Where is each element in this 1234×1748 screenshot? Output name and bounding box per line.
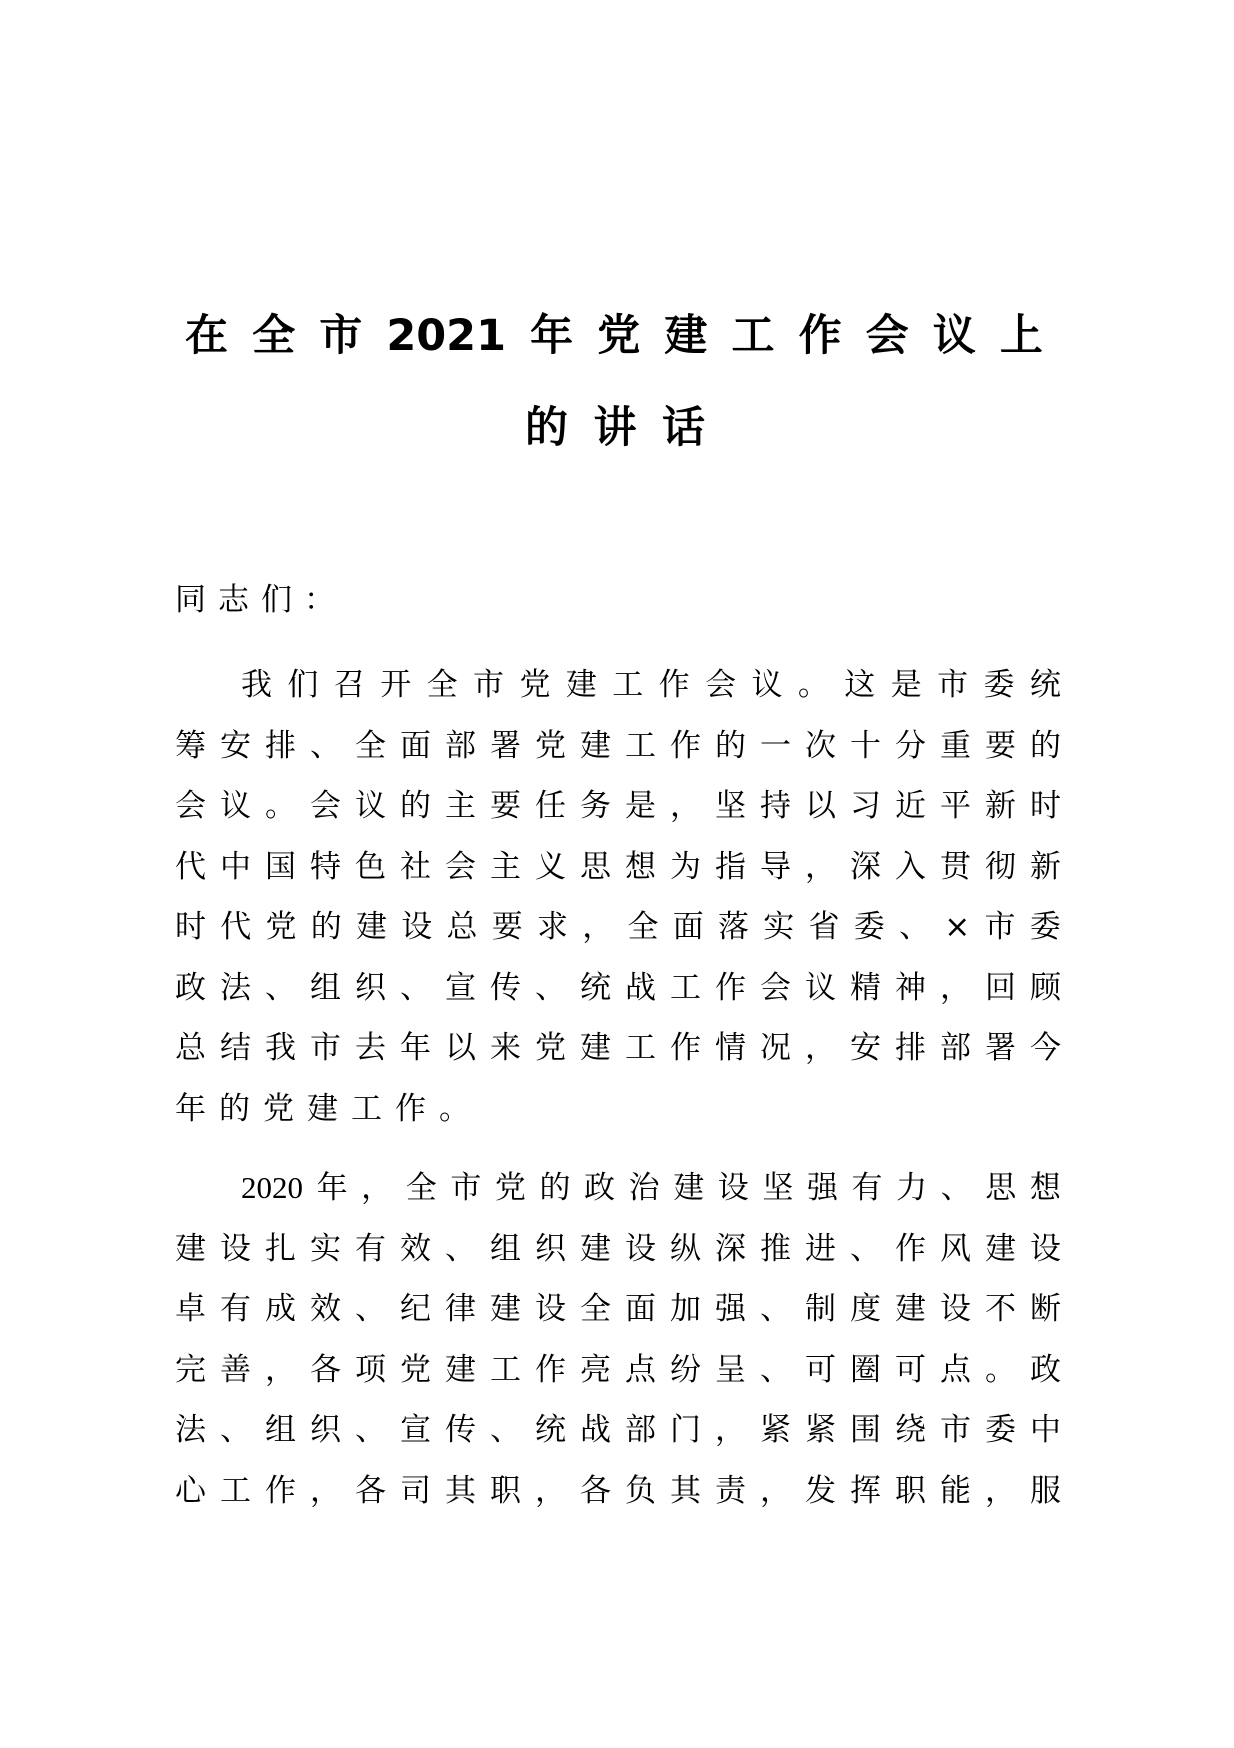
text-char: 委	[983, 667, 1015, 703]
text-char: 在	[185, 311, 228, 361]
text-char: ，	[805, 848, 836, 885]
text-char: 会	[310, 788, 341, 824]
text-char: 卓	[175, 1291, 206, 1327]
text-char: 各	[580, 1472, 611, 1509]
text-char: 是	[890, 667, 922, 703]
text-char: 主	[445, 788, 476, 824]
text-char: 其	[445, 1472, 476, 1509]
text-char: 的	[715, 727, 746, 764]
text-char: 时	[175, 909, 206, 945]
text-char: 统	[1029, 667, 1061, 703]
text-char: ，	[361, 1170, 393, 1206]
text-char: ，	[805, 1030, 836, 1066]
text-char: 工	[670, 969, 701, 1006]
text-char: 要	[490, 788, 521, 824]
paragraph-line	[175, 905, 1061, 966]
text-char: 可	[805, 1351, 836, 1388]
text-char: 统	[580, 969, 611, 1006]
text-char: 排	[265, 727, 296, 764]
paragraph-line	[175, 784, 1061, 845]
text-char: 总	[175, 1030, 206, 1066]
text-char: 有	[851, 1170, 883, 1206]
text-char: 点	[940, 1351, 971, 1388]
paragraph-2	[175, 1166, 1061, 1529]
text-char: ，	[670, 788, 701, 824]
paragraph-line	[175, 1227, 1061, 1288]
text-char: 市	[310, 1030, 341, 1066]
text-char: 责	[715, 1472, 746, 1509]
text-char: 的	[1030, 727, 1061, 764]
text-char: 工	[490, 1351, 521, 1388]
text-char: 召	[333, 667, 365, 703]
text-char: 深	[715, 1230, 746, 1267]
text-char: 安	[850, 1030, 881, 1066]
text-char: 市	[473, 667, 505, 703]
text-char: 加	[670, 1291, 701, 1327]
text-char: 织	[535, 1230, 566, 1267]
text-char: 建	[580, 1230, 611, 1267]
text-char: 政	[1030, 1351, 1061, 1388]
text-char: 任	[535, 788, 566, 824]
text-char: 设	[1030, 1230, 1061, 1267]
text-char: 、	[220, 1412, 251, 1448]
text-char: 代	[220, 909, 252, 945]
text-char: 议	[805, 969, 836, 1006]
text-char: 、	[535, 969, 566, 1006]
paragraph-line	[175, 1348, 1061, 1409]
text-char: 建	[490, 1291, 521, 1327]
text-char: 。	[265, 788, 296, 824]
text-char: 作	[535, 1351, 566, 1388]
text-char: 特	[310, 848, 341, 885]
text-char: 挥	[850, 1472, 881, 1509]
text-char: 政	[584, 1170, 616, 1206]
text-char: 点	[625, 1351, 656, 1388]
text-char: 总	[446, 909, 478, 945]
text-char: 党	[535, 727, 566, 764]
text-char: 委	[853, 909, 885, 945]
text-char: 建	[175, 1230, 206, 1267]
text-char: 设	[535, 1291, 566, 1327]
salutation: 同志们：	[175, 582, 347, 618]
text-char: 议	[220, 788, 251, 824]
text-char: 统	[535, 1412, 566, 1448]
text-char: 建	[307, 1090, 338, 1127]
text-char: 宣	[445, 969, 476, 1006]
text-char: 中	[1030, 1412, 1061, 1448]
text-char: ，	[985, 1472, 1016, 1509]
text-char: 建	[580, 727, 611, 764]
text-char: 市	[450, 1170, 482, 1206]
text-char: 指	[715, 848, 746, 885]
text-char: 重	[940, 727, 971, 764]
text-char: 建	[985, 1230, 1016, 1267]
text-char: 建	[673, 1170, 705, 1206]
text-char: 、	[400, 969, 431, 1006]
text-char: 委	[1029, 909, 1061, 945]
text-char: 作	[715, 969, 746, 1006]
text-char: 去	[355, 1030, 386, 1066]
text-char: 党	[519, 667, 551, 703]
text-char: 、	[940, 1170, 972, 1206]
text-char: 、	[850, 1230, 881, 1267]
text-char: 的	[400, 788, 431, 824]
text-char: 次	[805, 727, 836, 764]
text-char: 国	[265, 848, 296, 885]
text-char: ，	[265, 1351, 296, 1388]
text-char: 议	[355, 788, 386, 824]
text-char: 想	[1029, 1170, 1061, 1206]
text-char: 完	[175, 1351, 206, 1388]
text-char: 负	[625, 1472, 656, 1509]
text-char: 实	[763, 909, 795, 945]
text-char: 、	[445, 1230, 476, 1267]
text-char: 建	[664, 311, 708, 361]
text-char: 能	[940, 1472, 971, 1509]
text-char: 强	[806, 1170, 838, 1206]
text-char: 市	[319, 311, 363, 361]
text-char: 思	[580, 848, 611, 885]
text-char: 的	[219, 1090, 250, 1127]
text-char: 、	[899, 909, 930, 945]
text-char: 会	[865, 311, 909, 361]
text-char: 发	[805, 1472, 836, 1509]
text-char: 实	[310, 1230, 341, 1267]
text-char: 年	[400, 1030, 431, 1066]
text-char: 设	[625, 1230, 656, 1267]
text-char: 们	[287, 667, 319, 703]
text-char: 建	[580, 1030, 611, 1066]
text-char: 、	[355, 1412, 386, 1448]
text-char: 职	[895, 1472, 926, 1509]
text-char: 治	[628, 1170, 660, 1206]
text-char: 部	[445, 727, 476, 764]
text-char: 党	[597, 311, 641, 361]
text-char: 全	[426, 667, 458, 703]
text-char: 议	[932, 311, 976, 361]
text-char: 全	[252, 311, 296, 361]
text-char: 断	[1030, 1291, 1061, 1327]
text-char: 服	[1030, 1472, 1061, 1509]
text-char: 政	[175, 969, 206, 1006]
text-char: 彻	[985, 848, 1016, 885]
text-char: 的	[525, 403, 568, 453]
text-char: 、	[265, 969, 296, 1006]
text-char: 近	[895, 788, 926, 824]
text-char: ×	[944, 909, 971, 945]
text-char: 这	[844, 667, 876, 703]
text-char: 精	[850, 969, 881, 1006]
text-char: 贯	[940, 848, 971, 885]
text-char: 呈	[715, 1351, 746, 1388]
text-char: 作	[395, 1090, 426, 1127]
text-char: 建	[565, 667, 597, 703]
text-char: 代	[175, 848, 206, 885]
text-char: 要	[985, 727, 1016, 764]
text-char: 、	[760, 1291, 791, 1327]
text-char: 顾	[1030, 969, 1061, 1006]
text-char: 门	[670, 1412, 701, 1448]
text-char: 的	[310, 909, 342, 945]
text-char: 扎	[265, 1230, 296, 1267]
text-char: 作	[798, 311, 842, 361]
text-char: 入	[895, 848, 926, 885]
text-char: 部	[940, 1030, 971, 1066]
text-char: 传	[445, 1412, 476, 1448]
text-char: 神	[895, 969, 926, 1006]
text-char: 年	[316, 1170, 348, 1206]
text-char: 主	[490, 848, 521, 885]
text-char: 可	[895, 1351, 926, 1388]
text-char: 作	[265, 1472, 296, 1509]
text-char: 中	[220, 848, 251, 885]
text-char: 圈	[850, 1351, 881, 1388]
text-char: 要	[491, 909, 523, 945]
text-char: 持	[760, 788, 791, 824]
text-char: 新	[985, 788, 1016, 824]
document-title-line-2	[525, 398, 705, 458]
text-char: 思	[985, 1170, 1017, 1206]
text-char: 求	[537, 909, 568, 945]
text-char: 义	[535, 848, 566, 885]
text-char: 成	[265, 1291, 296, 1327]
text-char: 会	[445, 848, 476, 885]
paragraph-line	[175, 1087, 1061, 1148]
text-char: 织	[355, 969, 386, 1006]
text-char: 党	[263, 1090, 294, 1127]
text-char: 面	[672, 909, 704, 945]
text-char: 组	[265, 1412, 296, 1448]
paragraph-line	[175, 966, 1061, 1027]
paragraph-1	[175, 663, 1061, 1147]
text-char: 署	[985, 1030, 1016, 1066]
text-char: 年	[175, 1090, 206, 1127]
text-char: 各	[310, 1351, 341, 1388]
text-char: 纵	[670, 1230, 701, 1267]
text-char: 设	[940, 1291, 971, 1327]
text-char: ，	[535, 1472, 566, 1509]
text-char: 工	[612, 667, 644, 703]
text-char: 律	[445, 1291, 476, 1327]
text-char: ，	[582, 909, 614, 945]
paragraph-line	[175, 1166, 1061, 1227]
text-char: ，	[715, 1412, 746, 1448]
text-char: 排	[895, 1030, 926, 1066]
text-char: 工	[220, 1472, 251, 1509]
text-char: 我	[241, 667, 272, 703]
text-char: 况	[760, 1030, 791, 1066]
text-char: 议	[751, 667, 783, 703]
text-char: 上	[999, 311, 1043, 361]
document-title-line-1	[185, 306, 1043, 366]
text-char: 十	[850, 727, 881, 764]
text-char: 、	[310, 727, 341, 764]
text-char: 建	[356, 909, 387, 945]
text-char: 战	[580, 1412, 611, 1448]
text-char: 司	[400, 1472, 431, 1509]
text-char: 市	[937, 667, 969, 703]
text-char: 推	[760, 1230, 791, 1267]
text-char: 导	[760, 848, 791, 885]
text-char: 善	[220, 1351, 251, 1388]
text-char: 是	[625, 788, 656, 824]
text-char: 落	[718, 909, 749, 945]
text-char: 组	[490, 1230, 521, 1267]
text-char: 市	[940, 1412, 971, 1448]
text-char: 、	[490, 1412, 521, 1448]
text-char: 度	[850, 1291, 881, 1327]
text-char: 效	[400, 1230, 431, 1267]
text-char: 工	[625, 727, 656, 764]
paragraph-line	[175, 663, 1061, 724]
text-char: 情	[715, 1030, 746, 1066]
text-char: 会	[705, 667, 737, 703]
text-char: 建	[445, 1351, 476, 1388]
text-char: 以	[445, 1030, 476, 1066]
text-char: 会	[175, 788, 206, 824]
text-char: 效	[310, 1291, 341, 1327]
text-char: 工	[731, 311, 775, 361]
text-char: 会	[760, 969, 791, 1006]
text-char: 的	[539, 1170, 571, 1206]
paragraph-line	[175, 1287, 1061, 1348]
text-char: 省	[808, 909, 840, 945]
text-char: 有	[355, 1230, 386, 1267]
text-char: 强	[715, 1291, 746, 1327]
text-char: 宣	[400, 1412, 431, 1448]
text-char: 2021	[386, 311, 507, 361]
text-char: 深	[850, 848, 881, 885]
text-char: 习	[850, 788, 881, 824]
text-char: 市	[984, 909, 1016, 945]
text-char: ，	[940, 969, 971, 1006]
text-char: 一	[760, 727, 791, 764]
text-char: 来	[490, 1030, 521, 1066]
text-char: 为	[670, 848, 701, 885]
text-char: 、	[355, 1291, 386, 1327]
text-char: 法	[175, 1412, 206, 1448]
text-char: 安	[220, 727, 251, 764]
text-char: 制	[805, 1291, 836, 1327]
text-char: 织	[310, 1412, 341, 1448]
text-char: 色	[355, 848, 386, 885]
text-char: 想	[625, 848, 656, 885]
text-char: 风	[940, 1230, 971, 1267]
text-char: 部	[625, 1412, 656, 1448]
text-char: 新	[1030, 848, 1061, 885]
text-char: 年	[530, 311, 574, 361]
text-char: 党	[400, 1351, 431, 1388]
text-char: 紧	[760, 1412, 791, 1448]
text-char: 。	[797, 667, 829, 703]
paragraph-line	[175, 1026, 1061, 1087]
text-char: 务	[580, 788, 611, 824]
text-char: 开	[380, 667, 412, 703]
text-char: 。	[985, 1351, 1016, 1388]
text-char: 、	[760, 1351, 791, 1388]
text-char: 回	[985, 969, 1016, 1006]
text-char: 战	[625, 969, 656, 1006]
text-char: 署	[490, 727, 521, 764]
text-char: 设	[220, 1230, 251, 1267]
text-char: 话	[662, 403, 705, 453]
text-char: 全	[627, 909, 659, 945]
text-char: 党	[265, 909, 297, 945]
text-char: 面	[400, 727, 431, 764]
paragraph-line	[175, 1469, 1061, 1530]
text-char: 作	[670, 1030, 701, 1066]
text-char: 职	[490, 1472, 521, 1509]
text-char: 纪	[400, 1291, 431, 1327]
text-char: 时	[1030, 788, 1061, 824]
text-char: 传	[490, 969, 521, 1006]
text-char: 。	[439, 1090, 470, 1127]
text-char: 全	[405, 1170, 437, 1206]
text-char: 进	[805, 1230, 836, 1267]
text-char: 全	[580, 1291, 611, 1327]
text-char: 委	[985, 1412, 1016, 1448]
paragraph-line	[175, 724, 1061, 785]
text-char: 党	[535, 1030, 566, 1066]
paragraph-line	[175, 845, 1061, 906]
text-char: 筹	[175, 727, 206, 764]
text-char: 党	[494, 1170, 526, 1206]
text-char: 坚	[715, 788, 746, 824]
text-char: 其	[670, 1472, 701, 1509]
text-char: 绕	[895, 1412, 926, 1448]
text-char: 不	[985, 1291, 1016, 1327]
text-char: 2020	[241, 1170, 303, 1205]
text-char: 设	[717, 1170, 749, 1206]
paragraph-line	[175, 1408, 1061, 1469]
text-char: 今	[1030, 1030, 1061, 1066]
text-char: 分	[895, 727, 926, 764]
text-char: 全	[355, 727, 386, 764]
text-char: 设	[401, 909, 433, 945]
text-char: 作	[895, 1230, 926, 1267]
text-char: 以	[805, 788, 836, 824]
text-char: 面	[625, 1291, 656, 1327]
text-char: ，	[760, 1472, 791, 1509]
text-char: 心	[175, 1472, 206, 1509]
text-char: 项	[355, 1351, 386, 1388]
text-char: 我	[265, 1030, 296, 1066]
text-char: 作	[670, 727, 701, 764]
text-char: 建	[895, 1291, 926, 1327]
text-char: 力	[896, 1170, 928, 1206]
text-char: 组	[310, 969, 341, 1006]
text-char: 亮	[580, 1351, 611, 1388]
text-char: 坚	[762, 1170, 794, 1206]
text-char: 结	[220, 1030, 251, 1066]
text-char: 法	[220, 969, 251, 1006]
text-char: 紧	[805, 1412, 836, 1448]
text-char: 平	[940, 788, 971, 824]
text-char: 社	[400, 848, 431, 885]
text-char: 有	[220, 1291, 251, 1327]
text-char: 工	[351, 1090, 382, 1127]
text-char: 围	[850, 1412, 881, 1448]
text-char: 纷	[670, 1351, 701, 1388]
text-char: 各	[355, 1472, 386, 1509]
text-char: ，	[310, 1472, 341, 1509]
text-char: 讲	[593, 403, 637, 453]
text-char: 作	[658, 667, 690, 703]
text-char: 工	[625, 1030, 656, 1066]
